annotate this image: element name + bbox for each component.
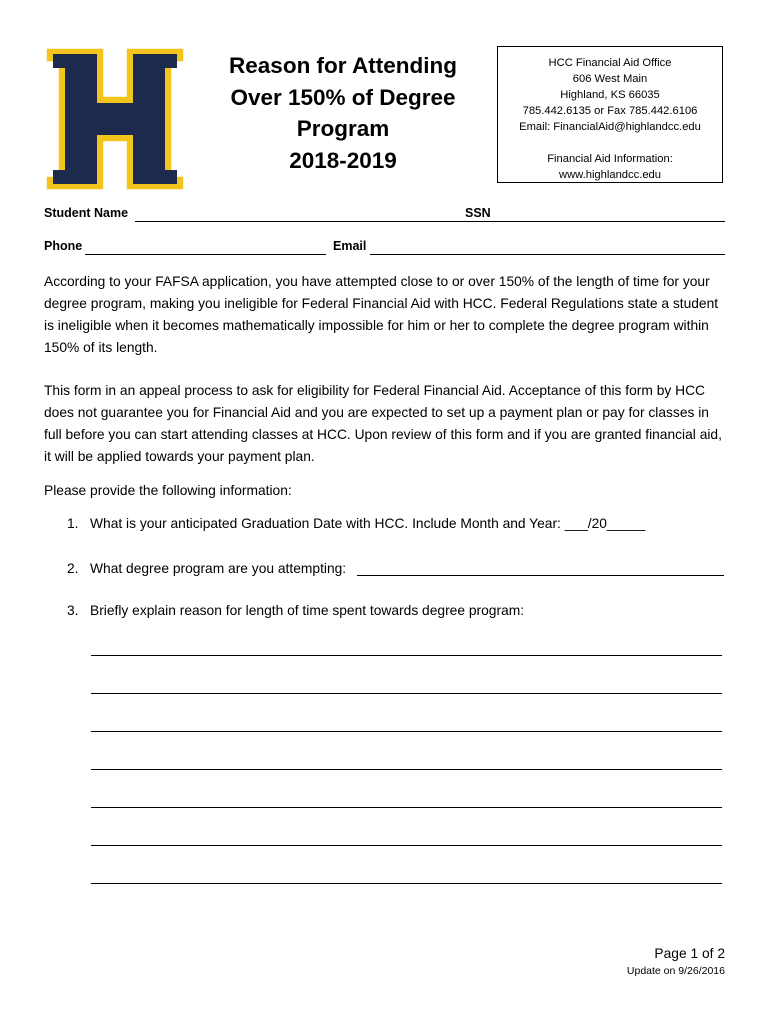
office-info-label: Financial Aid Information: [547, 153, 673, 165]
question-1-number: 1. [67, 516, 79, 531]
intro-paragraph: According to your FAFSA application, you have attempted close to or over 150% of the length of time for your degree program, making you ineligible for Federal Financial Aid with HCC. Federal Regulations state a student is ineligible when it becomes mathematically impossible for him or her to complete the degree program within 150% of its length. [44, 274, 719, 355]
page-number: Page 1 of 2 [654, 946, 725, 961]
phone-email-row [44, 239, 725, 257]
question-3-text: Briefly explain reason for length of time spent towards degree program: [90, 603, 525, 618]
question-2-text: What degree program are you attempting: [90, 561, 347, 576]
ssn-label: SSN [465, 206, 491, 220]
office-name: HCC Financial Aid Office [548, 57, 672, 69]
phone-label: Phone [44, 239, 83, 253]
student-name-field[interactable] [135, 221, 503, 222]
student-name-label: Student Name [44, 206, 129, 220]
answer-line[interactable] [91, 731, 722, 732]
question-1 [67, 516, 645, 531]
title-line-2: Over 150% of Degree [230, 84, 456, 110]
answer-line[interactable] [91, 655, 722, 656]
name-ssn-row [44, 206, 725, 224]
appeal-paragraph: This form in an appeal process to ask for eligibility for Federal Financial Aid. Acceptance of this form by HCC does not guarantee you for Financial Aid and you are expected to set up a payment plan or pay for classes in full before you can start attending classes at HCC. Upon review of this form and if you are granted financial aid, it will be applied towards your payment plan. [44, 383, 722, 464]
answer-line[interactable] [91, 769, 722, 770]
answer-line[interactable] [91, 845, 722, 846]
question-3 [67, 603, 524, 618]
office-street: 606 West Main [572, 73, 648, 85]
office-phone: 785.442.6135 or Fax 785.442.6106 [522, 105, 698, 117]
question-2-number: 2. [67, 561, 79, 576]
email-label: Email [333, 239, 367, 253]
office-email: Email: FinancialAid@highlandcc.edu [519, 121, 701, 133]
office-contact-box [497, 46, 723, 183]
form-title [214, 50, 472, 176]
title-line-1: Reason for Attending [229, 53, 457, 78]
ssn-field[interactable] [490, 221, 725, 222]
office-city: Highland, KS 66035 [560, 89, 660, 101]
title-line-4: 2018-2019 [289, 147, 397, 173]
office-website: www.highlandcc.edu [559, 169, 661, 181]
question-3-number: 3. [67, 603, 79, 618]
phone-field[interactable] [85, 254, 326, 255]
title-line-3: Program [296, 116, 390, 141]
update-date: Update on 9/26/2016 [626, 965, 725, 977]
question-2 [67, 561, 346, 576]
answer-line[interactable] [91, 807, 722, 808]
question-1-text: What is your anticipated Graduation Date with HCC. Include Month and Year: ___/20_____ [90, 516, 646, 531]
email-field[interactable] [370, 254, 725, 255]
instructions-text: Please provide the following information: [44, 483, 292, 498]
answer-line[interactable] [91, 883, 722, 884]
answer-line[interactable] [91, 693, 722, 694]
school-logo [44, 46, 186, 192]
degree-program-field[interactable] [357, 575, 724, 576]
